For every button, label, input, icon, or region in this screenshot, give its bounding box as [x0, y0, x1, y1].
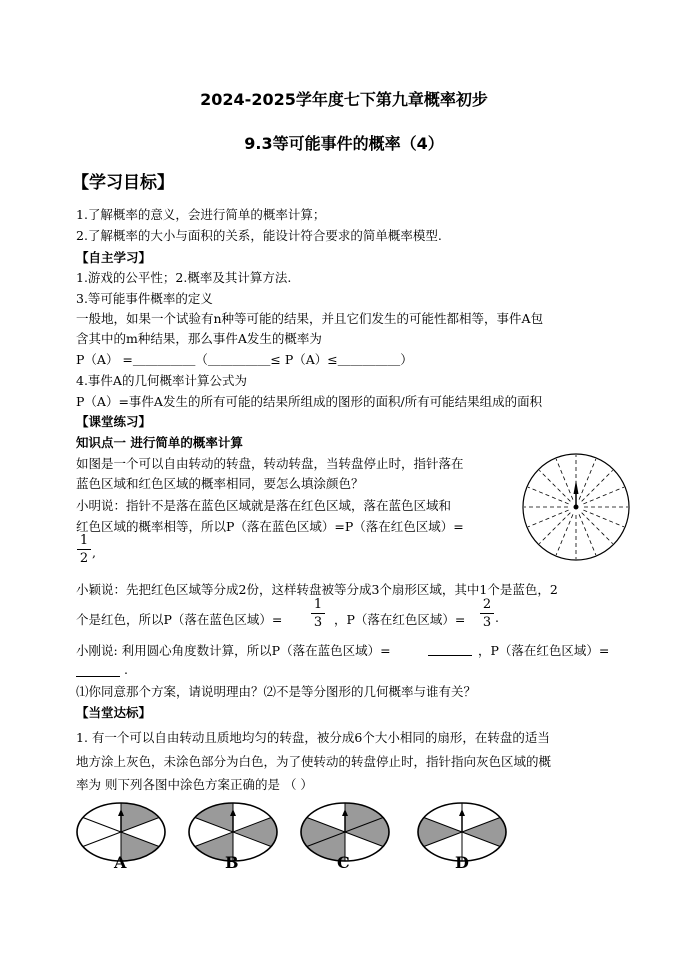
spinner-spoke	[579, 514, 596, 555]
gray-sector	[195, 803, 233, 832]
self-study-line: 3.等可能事件概率的定义	[76, 291, 213, 306]
spinner-spoke	[539, 513, 570, 544]
fraction-two-thirds	[480, 597, 494, 630]
spinner-figure	[521, 452, 631, 562]
gray-sector	[233, 818, 277, 847]
practice-line: 蓝色区域和红色区域的概率相同，要怎么填涂颜色？	[76, 476, 364, 491]
self-study-line: 4.事件A的几何概率计算公式为	[76, 373, 247, 388]
fraction-bar	[77, 549, 91, 550]
xiaoying-line-part: ，P（落在红色区域）=	[334, 612, 466, 627]
xiaogang-line-part: ，P（落在红色区域）=	[478, 643, 610, 658]
gray-sector	[462, 818, 506, 847]
self-study-line: 1.游戏的公平性；2.概率及其计算方法.	[76, 270, 292, 285]
objective-item: 1.了解概率的意义，会进行简单的概率计算；	[76, 207, 326, 222]
fraction-numerator: 1	[313, 597, 323, 612]
fraction-bar	[311, 613, 325, 614]
fraction-denominator: 3	[313, 615, 323, 630]
blank-red	[76, 662, 120, 681]
period: .	[495, 610, 499, 625]
spinner-spoke	[556, 459, 573, 500]
period: .	[124, 662, 128, 677]
self-study-heading: 【自主学习】	[76, 250, 152, 265]
spinner-spoke	[582, 513, 613, 544]
self-study-line: 一般地，如果一个试验有n种等可能的结果，并且它们发生的可能性都相等，事件A包	[76, 311, 544, 326]
self-study-line: 含其中的m种结果，那么事件A发生的概率为	[76, 331, 322, 346]
gray-sector	[121, 803, 159, 832]
fraction-numerator: 1	[79, 533, 89, 548]
practice-line: 红色区域的概率相等，所以P（落在蓝色区域）=P（落在红色区域）=	[76, 519, 464, 534]
option-label-b: B	[225, 853, 239, 872]
arrow-icon	[459, 809, 465, 816]
spinner-spoke	[556, 514, 573, 555]
target-heading: 【当堂达标】	[76, 705, 152, 720]
practice-heading: 【课堂练习】	[76, 414, 152, 429]
probability-formula: P（A） =＿＿＿＿＿（＿＿＿＿＿≤ P（A）≤＿＿＿＿＿）	[76, 352, 413, 367]
blank-blue	[428, 641, 472, 660]
xiaoying-line: 小颖说：先把红色区域等分成2份，这样转盘被等分成3个扇形区域，其中1个是蓝色，2	[76, 582, 558, 597]
fraction-denominator: 2	[79, 551, 89, 566]
objective-item: 2.了解概率的大小与面积的关系，能设计符合要求的简单概率模型.	[76, 228, 442, 243]
comma: ,	[92, 545, 96, 560]
spinner-spoke	[579, 459, 596, 500]
xiaogang-line-part: 小刚说: 利用圆心角度数计算，所以P（落在蓝色区域）=	[76, 643, 391, 658]
option-label-d: D	[455, 853, 469, 872]
question-line: 地方涂上灰色，未涂色部分为白色，为了使转动的转盘停止时，指针指向灰色区域的概	[76, 754, 552, 769]
fraction-bar	[480, 613, 494, 614]
option-label-a: A	[114, 853, 127, 872]
spinner-spoke	[582, 470, 613, 501]
discussion-questions: ⑴你同意那个方案，请说明理由？⑵不是等分图形的几何概率与谁有关？	[76, 684, 477, 699]
xiaoying-line-part: 个是红色，所以P（落在蓝色区域）=	[76, 612, 283, 627]
spinner-spoke	[528, 510, 569, 527]
spinner-spoke	[528, 487, 569, 504]
practice-line: 如图是一个可以自由转动的转盘，转动转盘，当转盘停止时，指针落在	[76, 456, 464, 471]
spinner-pointer-icon	[574, 480, 579, 494]
page-title: 2024-2025学年度七下第九章概率初步	[200, 90, 488, 109]
option-label-c: C	[337, 853, 350, 872]
fraction-numerator: 2	[482, 597, 492, 612]
fraction-one-half	[77, 533, 91, 566]
fraction-denominator: 3	[482, 615, 492, 630]
practice-line: 小明说：指针不是落在蓝色区域就是落在红色区域，落在蓝色区域和	[76, 498, 452, 513]
question-line: 1. 有一个可以自由转动且质地均匀的转盘，被分成6个大小相同的扇形，在转盘的适当	[76, 730, 550, 745]
objectives-heading: 【学习目标】	[72, 173, 174, 193]
spinner-spoke	[583, 487, 624, 504]
spinner-center	[574, 505, 579, 510]
spinner-spoke	[539, 470, 570, 501]
knowledge-point-title: 知识点一 进行简单的概率计算	[76, 435, 243, 450]
question-line: 率为 则下列各图中涂色方案正确的是 （ ）	[76, 777, 313, 792]
spinner-spoke	[583, 510, 624, 527]
geometric-probability-formula: P（A）=事件A发生的所有可能的结果所组成的图形的面积/所有可能结果组成的面积	[76, 394, 543, 409]
page-subtitle: 9.3等可能事件的概率（4）	[244, 134, 444, 153]
gray-sector	[121, 832, 159, 861]
gray-sector	[418, 818, 462, 847]
fraction-one-third	[311, 597, 325, 630]
